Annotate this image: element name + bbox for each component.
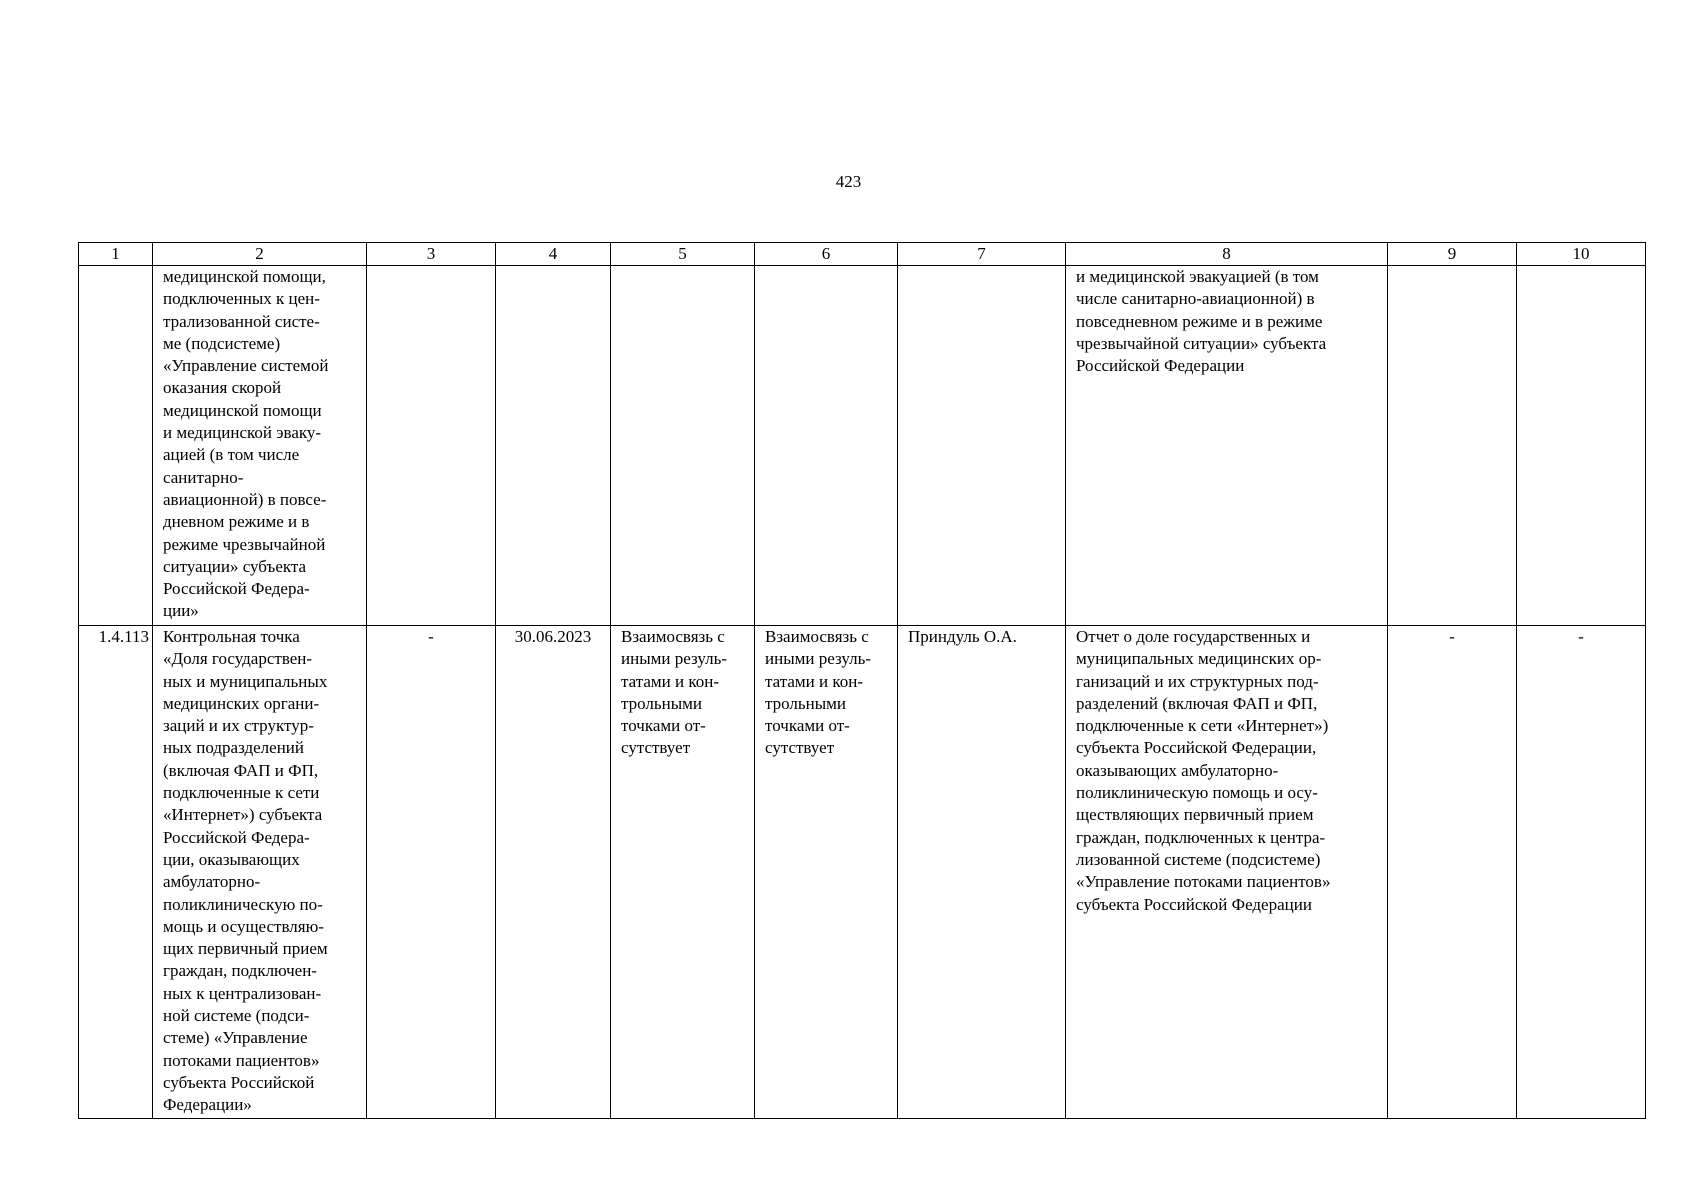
cell-text-line: стеме) «Управление [163,1028,308,1048]
table-row [79,626,1646,1119]
relation-cell [755,626,898,1119]
cell-text-line: «Интернет») субъекта [163,805,323,825]
cell-text-line: числе санитарно-авиационной) в [1076,289,1315,309]
cell-text-line: «Управление системой [163,356,329,376]
document-table [78,242,1646,1119]
column-header: 9 [1388,243,1517,266]
cell-text-line: трализованной систе- [163,311,320,331]
cell-text-line: ции, оказывающих [163,849,300,869]
cell-text-line: подключенные к сети «Интернет») [1076,716,1329,736]
column-header: 5 [611,243,755,266]
cell-text-line: разделений (включая ФАП и ФП, [1076,693,1318,713]
responsible-cell: Приндуль О.А. [898,626,1066,1119]
cell-text-line: ситуации» субъекта [163,556,307,576]
cell-text-line: повседневном режиме и в режиме [1076,311,1323,331]
column-header: 6 [755,243,898,266]
table-row [79,266,1646,626]
cell-text-line: Российской Федерации [1076,356,1245,376]
cell-text-line: заций и их структур- [163,716,314,736]
cell-text-line: (включая ФАП и ФП, [163,760,319,780]
cell-text-line: щих первичный прием [163,939,328,959]
cell-text-line: авиационной) в повсе- [163,489,327,509]
cell-text-line: субъекта Российской Федерации [1076,894,1312,914]
cell-text-line: и медицинской эвакуацией (в том [1076,267,1319,286]
date-cell [496,266,611,626]
cell-text-line: татами и кон- [621,671,720,691]
column-header: 7 [898,243,1066,266]
cell-col10: - [1517,626,1646,1119]
row-number-cell [79,266,153,626]
cell-col3 [367,266,496,626]
cell-text-line: муниципальных медицинских ор- [1076,649,1322,669]
relation-cell [611,266,755,626]
cell-text-line: субъекта Российской [163,1072,315,1092]
cell-text-line: татами и кон- [765,671,864,691]
cell-text-line: точками от- [621,716,706,736]
cell-text-line: и медицинской эваку- [163,423,322,443]
cell-text-line: поликлиническую по- [163,894,323,914]
cell-text-line: граждан, подключенных к центра- [1076,827,1326,847]
cell-text-line: Отчет о доле государственных и [1076,627,1311,646]
cell-text-line: субъекта Российской Федерации, [1076,738,1317,758]
cell-text-line: лизованной системе (подсистеме) [1076,849,1321,869]
result-description-cell [1066,626,1388,1119]
name-cell [153,266,367,626]
responsible-cell [898,266,1066,626]
cell-col9: - [1388,626,1517,1119]
cell-text-line: ществляющих первичный прием [1076,805,1314,825]
cell-text-line: медицинской помощи, [163,267,326,286]
cell-text-line: мощь и осуществляю- [163,916,324,936]
cell-text-line: потоками пациентов» [163,1050,320,1070]
cell-text-line: режиме чрезвычайной [163,534,326,554]
cell-text-line: иными резуль- [621,649,727,669]
cell-text-line: подключенные к сети [163,783,320,803]
cell-text-line: оказания скорой [163,378,282,398]
column-header: 3 [367,243,496,266]
cell-text-line: ции» [163,601,199,621]
cell-text-line: ме (подсистеме) [163,333,281,353]
cell-col3: - [367,626,496,1119]
cell-text-line: Российской Федера- [163,579,310,599]
cell-text-line: амбулаторно- [163,872,261,892]
column-header: 10 [1517,243,1646,266]
relation-cell [755,266,898,626]
cell-text-line: оказывающих амбулаторно- [1076,760,1279,780]
cell-text-line: подключенных к цен- [163,289,320,309]
cell-text-line: Федерации» [163,1095,252,1115]
cell-text-line: поликлиническую помощь и осу- [1076,783,1318,803]
cell-text-line: иными резуль- [765,649,871,669]
column-header: 8 [1066,243,1388,266]
cell-text-line: Российской Федера- [163,827,310,847]
column-header: 4 [496,243,611,266]
cell-text-line: трольными [765,693,847,713]
cell-text-line: граждан, подключен- [163,961,317,981]
cell-text-line: сутствует [765,738,835,758]
cell-text-line: ацией (в том числе [163,445,300,465]
cell-text-line: дневном режиме и в [163,512,310,532]
cell-text-line: чрезвычайной ситуации» субъекта [1076,333,1327,353]
cell-text-line: медицинских органи- [163,693,320,713]
table-header-row [79,243,1646,266]
cell-col9 [1388,266,1517,626]
cell-text-line: Взаимосвязь с [765,627,869,646]
relation-cell [611,626,755,1119]
cell-text-line: точками от- [765,716,850,736]
row-number-cell: 1.4.113 [79,626,153,1119]
cell-text-line: «Управление потоками пациентов» [1076,872,1331,892]
page-number: 423 [835,172,862,191]
cell-text-line: Контрольная точка [163,627,300,646]
cell-text-line: ных к централизован- [163,983,322,1003]
cell-text-line: медицинской помощи [163,400,322,420]
cell-text-line: ных и муниципальных [163,671,328,691]
cell-text-line: ных подразделений [163,738,304,758]
date-cell: 30.06.2023 [496,626,611,1119]
cell-text-line: ной системе (подси- [163,1006,310,1026]
cell-text-line: ганизаций и их структурных под- [1076,671,1319,691]
name-cell [153,626,367,1119]
cell-text-line: санитарно- [163,467,244,487]
cell-col10 [1517,266,1646,626]
result-description-cell [1066,266,1388,626]
column-header: 1 [79,243,153,266]
cell-text-line: трольными [621,693,703,713]
cell-text-line: «Доля государствен- [163,649,313,669]
cell-text-line: Взаимосвязь с [621,627,725,646]
cell-text-line: сутствует [621,738,691,758]
column-header: 2 [153,243,367,266]
